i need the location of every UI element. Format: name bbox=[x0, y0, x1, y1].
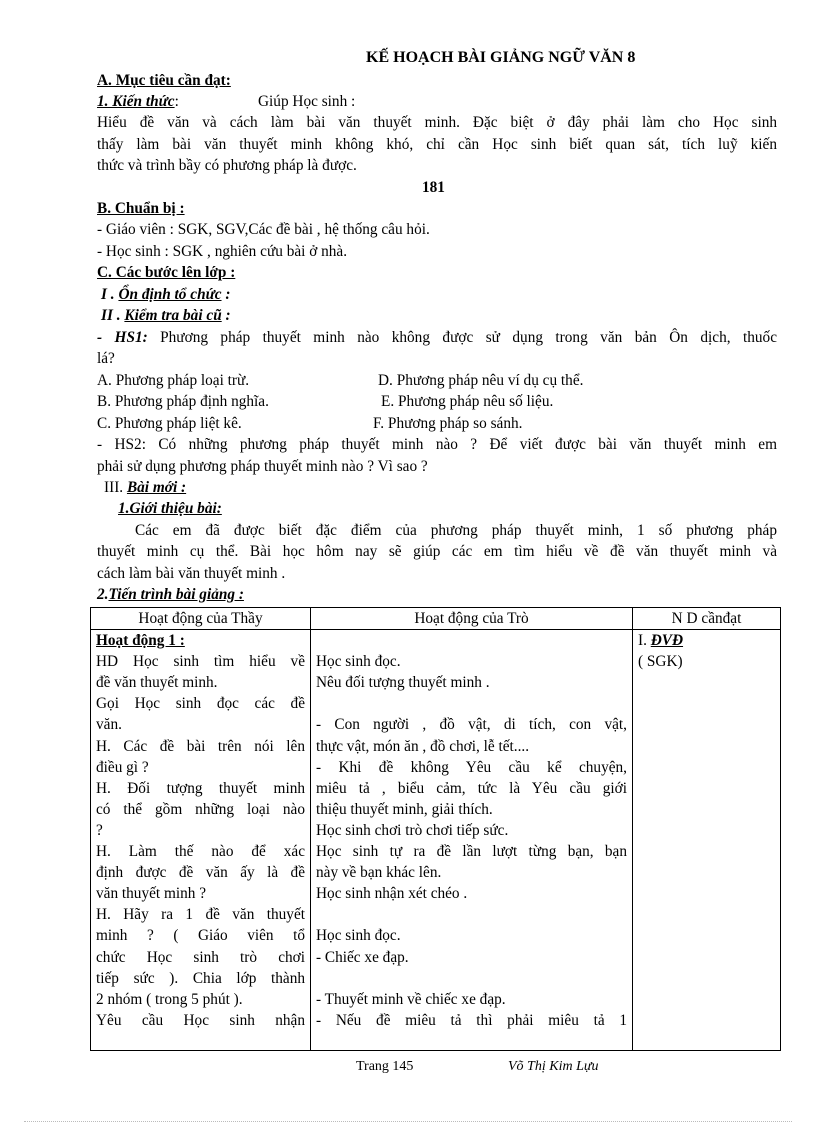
student-preparation: - Học sinh : SGK , nghiên cứu bài ở nhà. bbox=[97, 243, 348, 260]
step-2 bbox=[101, 307, 231, 325]
intro-line-2: thuyết minh cụ thể. Bài học hôm nay sẽ giúp các em tìm hiểu về đề văn thuyết minh và bbox=[97, 543, 777, 560]
student-line: - Thuyết minh về chiếc xe đạp. bbox=[316, 990, 506, 1008]
option-a: A. Phương pháp loại trừ. bbox=[97, 372, 250, 389]
step-2-colon: : bbox=[221, 307, 231, 324]
teacher-line: văn. bbox=[96, 716, 122, 734]
process-number: 2. bbox=[97, 586, 109, 603]
header-teacher: Hoạt động của Thầy bbox=[91, 608, 311, 630]
hs1-text: Phương pháp thuyết minh nào không được sử dụng trong văn bản Ôn dịch, thuốc bbox=[147, 329, 777, 346]
option-e: E. Phương pháp nêu số liệu. bbox=[381, 393, 554, 410]
teacher-line: H. Hãy ra 1 đề văn thuyết bbox=[96, 906, 305, 924]
teacher-line: H. Làm thế nào để xác bbox=[96, 843, 305, 861]
intro-label: 1.Giới thiệu bài: bbox=[118, 500, 222, 517]
step-3-label: Bài mới : bbox=[126, 479, 187, 496]
section-c-heading: C. Các bước lên lớp : bbox=[97, 264, 236, 281]
objective-line-3: thức và trình bầy có phương pháp là được. bbox=[97, 157, 357, 174]
hs1-question-line-1 bbox=[97, 329, 777, 347]
teacher-line: HD Học sinh tìm hiểu về bbox=[96, 653, 305, 671]
teacher-line: Gọi Học sinh đọc các đề bbox=[96, 695, 305, 713]
content-cell bbox=[633, 630, 781, 1051]
step-1-label: Ổn định tổ chức bbox=[118, 286, 222, 303]
hs2-question-line-2: phải sử dụng phương pháp thuyết minh nào ? Vì sao ? bbox=[97, 458, 428, 475]
option-c: C. Phương pháp liệt kê. bbox=[97, 415, 242, 432]
author-name: Võ Thị Kim Lựu bbox=[508, 1059, 599, 1074]
student-line: Học sinh chơi trò chơi tiếp sức. bbox=[316, 821, 509, 839]
student-line: miêu tả , biểu cảm, tức là Yêu cầu giới bbox=[316, 779, 627, 797]
teacher-line: minh ? ( Giáo viên tổ bbox=[96, 927, 305, 945]
step-2-label: Kiểm tra bài cũ bbox=[124, 307, 222, 324]
teacher-line: ? bbox=[96, 821, 103, 839]
hs1-label: - HS1: bbox=[97, 329, 148, 346]
teacher-line: định được đề văn ấy là đề bbox=[96, 864, 305, 882]
content-heading bbox=[638, 630, 775, 651]
intro-line-1: Các em đã được biết đặc điểm của phương pháp thuyết minh, 1 số phương pháp bbox=[135, 522, 777, 539]
student-line: Học sinh đọc. bbox=[316, 653, 401, 671]
page-number: Trang 145 bbox=[356, 1059, 414, 1074]
step-2-number: II . bbox=[101, 307, 121, 324]
teacher-line: có thể gồm những loại nào bbox=[96, 800, 305, 818]
student-line: - Khi đề không Yêu cầu kể chuyện, bbox=[316, 758, 627, 776]
section-a-heading: A. Mục tiêu cần đạt: bbox=[97, 72, 231, 89]
objective-line-1: Hiểu đề văn và cách làm bài văn thuyết minh. Đặc biệt ở đây phải làm cho Học sinh bbox=[97, 114, 777, 131]
teacher-line: 2 nhóm ( trong 5 phút ). bbox=[96, 990, 243, 1008]
student-line: Học sinh đọc. bbox=[316, 927, 401, 945]
student-activity-cell bbox=[311, 630, 633, 1051]
section-b-heading: B. Chuẩn bị : bbox=[97, 200, 185, 217]
process-label: Tiến trình bài giảng : bbox=[108, 586, 244, 603]
activity-title: Hoạt động 1 : bbox=[96, 632, 185, 650]
student-line: Học sinh nhận xét chéo . bbox=[316, 885, 468, 903]
step-1-colon: : bbox=[221, 286, 231, 303]
teacher-preparation: - Giáo viên : SGK, SGV,Các đề bài , hệ thống câu hỏi. bbox=[97, 221, 430, 238]
student-line: - Chiếc xe đạp. bbox=[316, 948, 409, 966]
knowledge-intro: Giúp Học sinh : bbox=[258, 93, 356, 110]
student-line: này về bạn khác lên. bbox=[316, 864, 442, 882]
intro-heading bbox=[118, 500, 222, 518]
header-content: N D cầnđạt bbox=[633, 608, 781, 630]
student-line bbox=[316, 904, 627, 925]
step-1 bbox=[101, 286, 230, 304]
content-prefix: I. bbox=[638, 632, 651, 650]
header-student: Hoạt động của Trò bbox=[311, 608, 633, 630]
option-f: F. Phương pháp so sánh. bbox=[373, 415, 523, 432]
student-line bbox=[316, 968, 627, 989]
student-line: thực vật, món ăn , đồ chơi, lễ tết.... bbox=[316, 737, 530, 755]
teacher-line: văn thuyết minh ? bbox=[96, 885, 207, 903]
lesson-number: 181 bbox=[422, 179, 445, 196]
teacher-line: đề văn thuyết minh. bbox=[96, 674, 218, 692]
knowledge-colon: : bbox=[174, 93, 179, 110]
page-edge-divider bbox=[24, 1121, 792, 1122]
teacher-line: tiếp sức ). Chia lớp thành bbox=[96, 969, 305, 987]
teacher-line: H. Đối tượng thuyết minh bbox=[96, 779, 305, 797]
hs1-question-line-2: lá? bbox=[97, 350, 115, 367]
student-line: Học sinh tự ra đề lần lượt từng bạn, bạn bbox=[316, 843, 627, 861]
student-line bbox=[316, 693, 627, 714]
knowledge-label: 1. Kiến thức bbox=[97, 93, 175, 110]
teacher-activity-cell bbox=[91, 630, 311, 1051]
intro-line-3: cách làm bài văn thuyết minh . bbox=[97, 565, 286, 582]
teacher-line: chức Học sinh trò chơi bbox=[96, 948, 305, 966]
option-d: D. Phương pháp nêu ví dụ cụ thể. bbox=[378, 372, 584, 389]
table-header-row bbox=[91, 608, 781, 630]
step-1-number: I . bbox=[101, 286, 115, 303]
student-line bbox=[316, 630, 627, 651]
hs2-question-line-1: - HS2: Có những phương pháp thuyết minh nào ? Để viết được bài văn thuyết minh em bbox=[97, 436, 777, 453]
table-row bbox=[91, 630, 781, 1051]
option-b: B. Phương pháp định nghĩa. bbox=[97, 393, 269, 410]
student-line: thiệu thuyết minh, giải thích. bbox=[316, 800, 493, 818]
teacher-line: điều gì ? bbox=[96, 758, 149, 776]
process-heading bbox=[97, 586, 244, 604]
step-3-number: III. bbox=[104, 479, 124, 496]
student-line: - Con người , đồ vật, di tích, con vật, bbox=[316, 716, 627, 734]
content-label: ĐVĐ bbox=[650, 632, 684, 650]
page-title: KẾ HOẠCH BÀI GIẢNG NGỮ VĂN 8 bbox=[366, 49, 636, 66]
student-line: Nêu đối tượng thuyết minh . bbox=[316, 674, 490, 692]
content-note: ( SGK) bbox=[638, 653, 683, 671]
objective-line-2: thấy làm bài văn thuyết minh không khó, chỉ cần Học sinh biết quan sát, tích luỹ kiến bbox=[97, 136, 777, 153]
step-3 bbox=[104, 479, 186, 497]
student-line: - Nếu đề miêu tả thì phải miêu tả 1 bbox=[316, 1011, 627, 1029]
teacher-line: Yêu cầu Học sinh nhận bbox=[96, 1011, 305, 1029]
lesson-table bbox=[90, 607, 781, 1051]
knowledge-line bbox=[97, 93, 179, 111]
teacher-line: H. Các đề bài trên nói lên bbox=[96, 737, 305, 755]
